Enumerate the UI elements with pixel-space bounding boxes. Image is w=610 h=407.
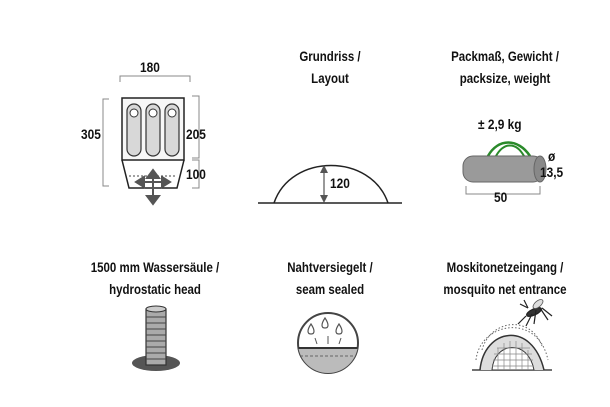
seam-title-line2: seam sealed	[295, 281, 365, 297]
pack-weight: ± 2,9 kg	[478, 116, 522, 132]
floorplan-width: 180	[140, 59, 160, 75]
layout-height: 120	[330, 175, 350, 191]
mosquito-title-line2: mosquito net entrance	[443, 281, 567, 297]
hydrostatic-title-line2: hydrostatic head	[109, 281, 201, 297]
floorplan-vestibule-length: 100	[186, 166, 206, 182]
pack-length: 50	[494, 189, 508, 205]
seam-title-line1: Nahtversiegelt /	[287, 259, 373, 275]
mosquito-net-icon	[462, 298, 572, 378]
layout-title-line1: Grundriss /	[299, 48, 361, 64]
water-column-icon	[126, 303, 186, 378]
mosquito-title-line1: Moskitonetzeingang /	[446, 259, 564, 275]
pack-title-line1: Packmaß, Gewicht /	[451, 48, 559, 64]
floorplan-inner-length: 205	[186, 126, 206, 142]
pack-diameter: 13,5	[540, 164, 564, 180]
pack-diameter-symbol: ø	[548, 148, 556, 164]
floorplan-total-length: 305	[81, 126, 101, 142]
hydrostatic-title-line1: 1500 mm Wassersäule /	[90, 259, 220, 275]
floorplan-diagram	[95, 72, 255, 222]
layout-title-line2: Layout	[311, 70, 349, 86]
pack-title-line2: packsize, weight	[459, 70, 551, 86]
seam-sealed-icon	[295, 310, 365, 380]
